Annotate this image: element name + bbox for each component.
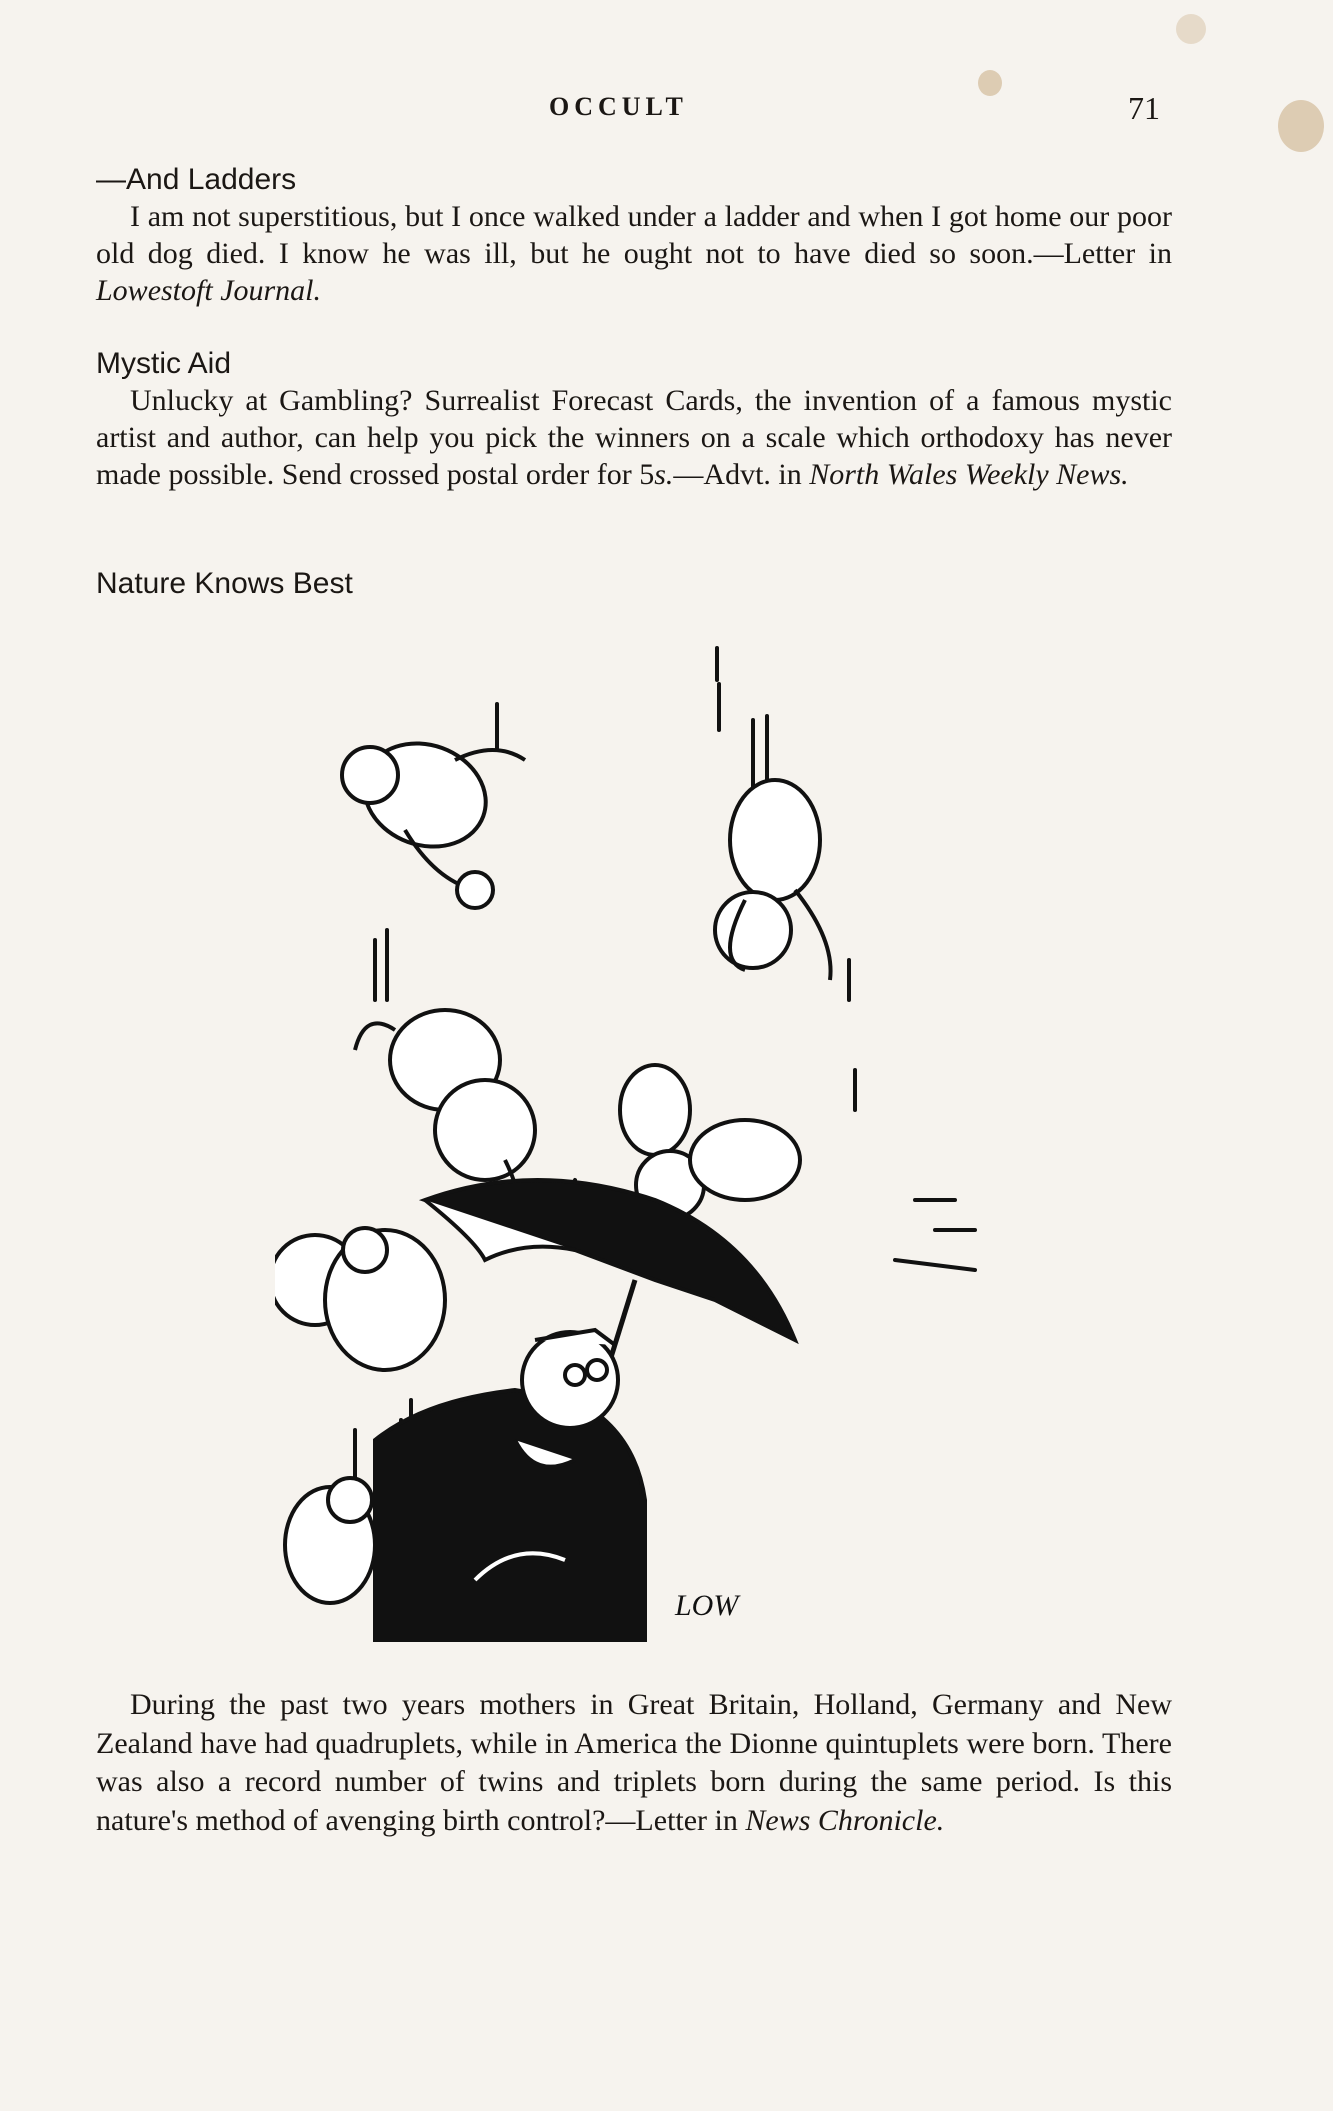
paper-stain <box>1278 100 1324 152</box>
entry-source: North Wales Weekly News. <box>809 458 1129 491</box>
caption-source: News Chronicle. <box>745 1803 945 1837</box>
entry-text: Unlucky at Gambling? Surrealist Forecast Cards, the invention of a famous mystic artist and author, can help you pick the winners on a scale which orthodoxy has never made possible. Send crossed postal order for 5 <box>96 384 1172 491</box>
entry-and-ladders <box>96 162 1172 309</box>
section-title: OCCULT <box>549 92 688 121</box>
cartoon-illustration <box>275 640 995 1650</box>
entry-source: Lowestoft Journal. <box>96 274 322 307</box>
falling-baby <box>275 1228 445 1370</box>
man-with-umbrella <box>375 1330 645 1640</box>
caption <box>96 1686 1172 1840</box>
entry-nature-knows-best <box>96 566 1172 602</box>
artist-signature: LOW <box>675 1589 739 1622</box>
entry-text-after: —Advt. in <box>673 458 810 491</box>
entry-body <box>96 198 1172 309</box>
entry-unit: s. <box>654 458 674 491</box>
falling-baby <box>342 727 525 908</box>
falling-baby <box>715 780 831 980</box>
paper-stain <box>1176 14 1206 44</box>
entry-heading: Nature Knows Best <box>96 567 353 600</box>
falling-baby <box>285 1478 375 1603</box>
page-number: 71 <box>1128 90 1160 126</box>
entry-mystic-aid <box>96 346 1172 493</box>
caption-text: During the past two years mothers in Great Britain, Holland, Germany and New Zealand have had quadruplets, while in America the Dionne quintuplets were born. There was also a record number of twins and triplets born during the same period. Is this nature's method of avenging birth control?—Letter in <box>96 1688 1172 1837</box>
entry-heading: —And Ladders <box>96 163 297 196</box>
caption-body <box>96 1686 1172 1840</box>
entry-heading: Mystic Aid <box>96 347 232 380</box>
entry-body <box>96 382 1172 493</box>
paper-stain <box>978 70 1002 96</box>
entry-text: I am not superstitious, but I once walked under a ladder and when I got home our poor old dog died. I know he was ill, but he ought not to have died so soon.—Letter in <box>96 200 1172 270</box>
